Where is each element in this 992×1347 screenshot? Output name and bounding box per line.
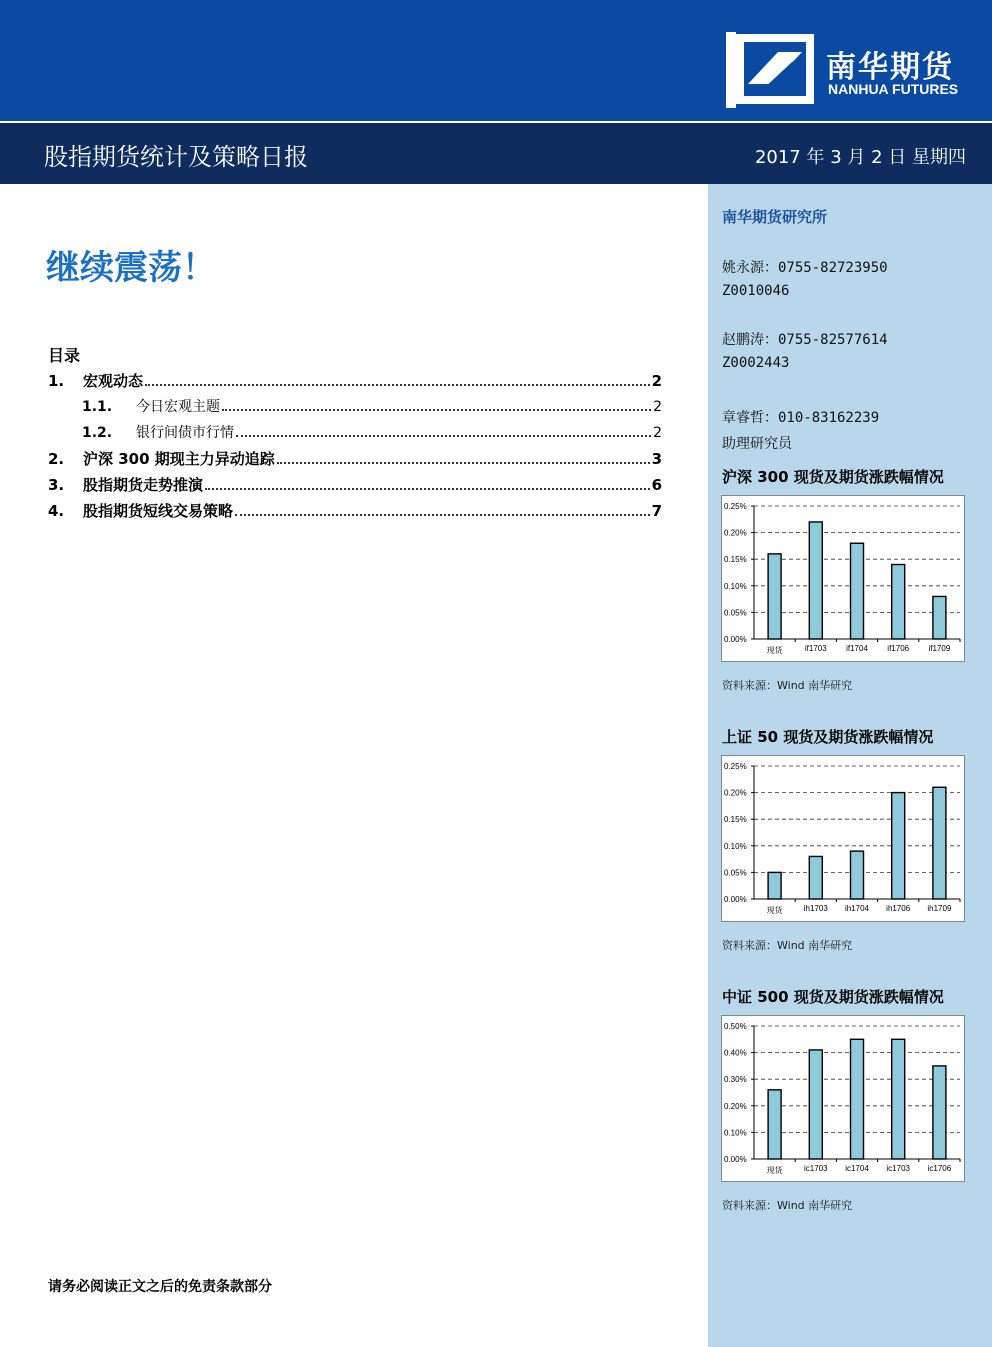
toc-label: 股指期货短线交易策略: [83, 502, 234, 520]
y-tick-label: 0.05%: [724, 868, 747, 878]
bar: [768, 1090, 781, 1159]
analyst-3-contact: 章睿哲：010-83162239: [722, 410, 880, 426]
toc-leader: [222, 409, 651, 411]
toc-label: 银行间债市行情: [136, 425, 234, 441]
chart-source-sz50: 资料来源：Wind 南华研究: [722, 939, 853, 952]
y-tick-label: 0.25%: [724, 762, 747, 771]
y-tick-label: 0.10%: [724, 1128, 747, 1138]
bar: [892, 793, 905, 899]
y-tick-label: 0.05%: [724, 608, 747, 618]
chart-hs300-plot: [722, 496, 964, 661]
y-tick-label: 0.00%: [724, 895, 747, 904]
toc-number: 4.: [48, 502, 65, 520]
analyst-1-license: Z0010046: [722, 283, 790, 299]
bar: [933, 596, 946, 639]
toc-page: 2: [651, 372, 662, 390]
y-tick-label: 0.25%: [724, 502, 747, 511]
y-tick-label: 0.20%: [724, 788, 747, 798]
toc-entry-macro-theme[interactable]: [82, 396, 662, 416]
y-tick-label: 0.00%: [724, 635, 747, 644]
toc-label: 股指期货走势推演: [83, 476, 204, 494]
y-tick-label: 0.30%: [724, 1075, 747, 1085]
toc-number: 1.2.: [82, 425, 113, 441]
x-tick-label: ic1704: [845, 1164, 869, 1173]
toc-entry-hs300-tracking[interactable]: [48, 448, 662, 469]
y-tick-label: 0.10%: [724, 581, 747, 591]
toc-entry-interbank-bond[interactable]: [82, 422, 662, 442]
institute-name: 南华期货研究所: [722, 208, 828, 226]
y-tick-label: 0.15%: [724, 815, 747, 825]
toc-number: 1.: [48, 372, 65, 390]
toc-page: 3: [651, 450, 662, 468]
toc-page: 7: [651, 502, 662, 520]
analyst-3-role: 助理研究员: [722, 436, 792, 452]
toc-entry-trend[interactable]: [48, 474, 662, 495]
bar: [809, 522, 822, 639]
toc-leader: [236, 435, 651, 437]
nanhua-logo-icon: [726, 32, 816, 108]
chart-title-sz50: 上证 50 现货及期货涨跌幅情况: [722, 728, 934, 746]
headline: 继续震荡！: [46, 248, 216, 288]
brand-name-cn: 南华期货: [826, 50, 954, 85]
bar: [892, 1039, 905, 1159]
analyst-2-license: Z0002443: [722, 355, 790, 371]
toc-title: 目录: [48, 346, 81, 365]
x-tick-label: ih1704: [844, 904, 870, 913]
chart-zz500: [721, 1015, 965, 1182]
chart-title-hs300: 沪深 300 现货及期货涨跌幅情况: [722, 468, 944, 486]
y-tick-label: 0.20%: [724, 1101, 747, 1111]
toc-leader: [145, 384, 650, 386]
toc-page: 6: [651, 476, 662, 494]
toc-label: 宏观动态: [83, 372, 144, 390]
toc-leader: [277, 462, 650, 464]
chart-source-zz500: 资料来源：Wind 南华研究: [722, 1199, 853, 1212]
toc-label: 今日宏观主题: [136, 399, 220, 415]
bar: [851, 851, 864, 899]
report-date: 2017 年 3 月 2 日 星期四: [754, 147, 966, 168]
toc-entry-macro[interactable]: [48, 370, 662, 391]
bar: [809, 1050, 822, 1159]
x-tick-label: 现货: [766, 906, 783, 915]
bar: [851, 543, 864, 639]
toc-page: 2: [653, 399, 662, 415]
x-tick-label: ih1703: [803, 904, 828, 913]
chart-sz50-plot: [722, 756, 964, 921]
bar: [933, 787, 946, 899]
x-tick-label: ic1706: [927, 1164, 952, 1173]
toc-number: 1.1.: [82, 399, 113, 415]
bar: [933, 1066, 946, 1159]
y-tick-label: 0.50%: [724, 1022, 747, 1031]
y-tick-label: 0.20%: [724, 528, 747, 538]
report-title: 股指期货统计及策略日报: [44, 143, 308, 171]
y-tick-label: 0.10%: [724, 841, 747, 851]
disclaimer: 请务必阅读正文之后的免责条款部分: [48, 1279, 272, 1295]
y-tick-label: 0.00%: [724, 1155, 747, 1164]
analyst-2-contact: 赵鹏涛：0755-82577614: [722, 332, 888, 348]
toc-leader: [235, 514, 650, 516]
toc-entry-strategy[interactable]: [48, 500, 662, 521]
x-tick-label: if1703: [804, 644, 827, 653]
bar: [892, 565, 905, 639]
toc-number: 2.: [48, 450, 65, 468]
x-tick-label: 现货: [766, 646, 783, 655]
x-tick-label: if1709: [928, 644, 951, 653]
bar: [809, 856, 822, 899]
toc-leader: [205, 488, 650, 490]
x-tick-label: 现货: [766, 1166, 783, 1175]
brand-name-en: NANHUA FUTURES: [828, 81, 959, 97]
bar: [768, 872, 781, 899]
x-tick-label: ih1709: [927, 904, 952, 913]
bar: [851, 1039, 864, 1159]
x-tick-label: if1706: [887, 644, 910, 653]
x-tick-label: ic1703: [886, 1164, 910, 1173]
x-tick-label: if1704: [846, 644, 868, 653]
bar: [768, 554, 781, 639]
chart-sz50: [721, 755, 965, 922]
analyst-1-contact: 姚永源：0755-82723950: [722, 260, 888, 276]
chart-hs300: [721, 495, 965, 662]
x-tick-label: ih1706: [886, 904, 911, 913]
toc-page: 2: [653, 425, 662, 441]
toc-number: 3.: [48, 476, 65, 494]
toc-label: 沪深 300 期现主力异动追踪: [83, 450, 275, 468]
chart-zz500-plot: [722, 1016, 964, 1181]
y-tick-label: 0.40%: [724, 1048, 747, 1058]
chart-source-hs300: 资料来源：Wind 南华研究: [722, 679, 853, 692]
y-tick-label: 0.15%: [724, 555, 747, 565]
x-tick-label: ic1703: [804, 1164, 828, 1173]
chart-title-zz500: 中证 500 现货及期货涨跌幅情况: [722, 988, 944, 1006]
